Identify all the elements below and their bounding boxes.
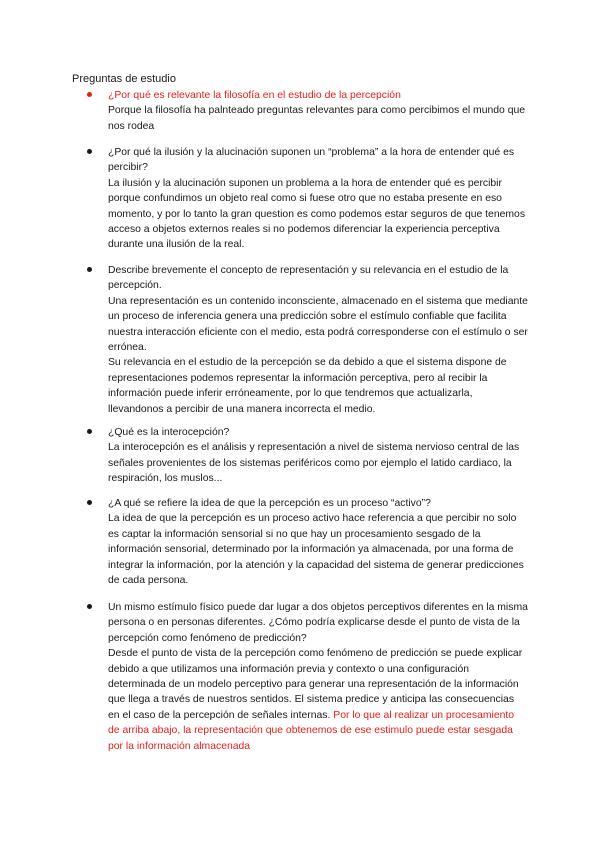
answer-text-2: Su relevancia en el estudio de la percepción se da debido a que el sistema dispone de representaciones podemos representar la información perceptiva, pero al recibir la información puede inferir erróneamente, por lo que tendremos que actualizarla, llevandonos a percibir de una manera incorrecta el medio.: [108, 357, 507, 415]
question-text: Describe brevemente el concepto de representación y su relevancia en el estudio de la percepción.: [108, 265, 509, 292]
bullet-icon: [87, 604, 92, 609]
bullet-icon: [87, 267, 92, 272]
answer-highlight: Por lo que al realizar un procesamiento de arriba abajo, la representación que obtenemos de ese estimulo puede estar sesgada por la información almacenada: [108, 709, 515, 752]
answer-text: Porque la filosofía ha palnteado preguntas relevantes para como percibimos el mundo que nos rodea: [108, 105, 526, 132]
bullet-icon: [87, 429, 92, 434]
answer-text: [108, 646, 528, 754]
bullet-icon: [87, 92, 92, 97]
document-heading: Preguntas de estudio: [72, 73, 176, 85]
answer-text: La ilusión y la alucinación suponen un problema a la hora de entender qué es percibir porque confundimos un objeto real como si fuese otro que no estaba presente en eso momento, y por lo tanto la gran question es como podemos estar seguros de que tenemos acceso a objetos externos reales si no podemos diferenciar la experiencia perceptiva durante una ilusión de la real.: [108, 177, 526, 251]
answer-main: Desde el punto de vista de la percepción como fenómeno de predicción se puede explicar debido a que utilizamos una información previa y contexto o una configuración determinada de un modelo perceptivo para generar una representación de la información que llega a través de nuestros sentidos. El sistema predice y anticipa las consecuencias en el caso de la percepción de señales internas.: [108, 648, 523, 721]
question-block: [108, 88, 528, 134]
question-block: [108, 425, 528, 487]
bullet-icon: [87, 500, 92, 505]
question-text: ¿Qué es la interocepción?: [108, 427, 230, 438]
question-text: ¿Por qué la ilusión y la alucinación suponen un “problema” a la hora de entender qué es percibir?: [108, 147, 515, 174]
answer-text: Una representación es un contenido inconsciente, almacenado en el sistema que mediante un proceso de inferencia genera una predicción sobre el estímulo confiable que facilita nuestra interacción eficiente con el medio, esta podrá corresponderse con el estímulo o ser errónea.: [108, 295, 528, 354]
bullet-icon: [87, 149, 92, 154]
answer-text: La interocepción es el análisis y representación a nivel de sistema nervioso central de las señales provenientes de los sistemas periféricos como por ejemplo el latido cardiaco, la respiración, los muslos...: [108, 442, 520, 485]
question-block: [108, 263, 528, 417]
question-block: [108, 496, 528, 588]
question-text: ¿A qué se refiere la idea de que la percepción es un proceso “activo”?: [108, 498, 431, 509]
question-text: Un mismo estímulo físico puede dar lugar a dos objetos perceptivos diferentes en la misma persona o en personas diferentes. ¿Cómo podría explicarse desde el punto de vista de la percepción como fenómeno de predicción?: [108, 602, 528, 644]
question-text: ¿Por qué es relevante la filosofía en el estudio de la percepción: [108, 90, 401, 101]
answer-text: La idea de que la percepción es un proceso activo hace referencia a que percibir no solo es captar la información sensorial si no que hay un procesamiento sesgado de la información sensorial, determinado por la información ya almacenada, por una forma de integrar la información, por la atención y la capacidad del sistema de generar predicciones de cada persona.: [108, 513, 524, 587]
question-block: [108, 145, 528, 253]
question-block: [108, 600, 528, 754]
